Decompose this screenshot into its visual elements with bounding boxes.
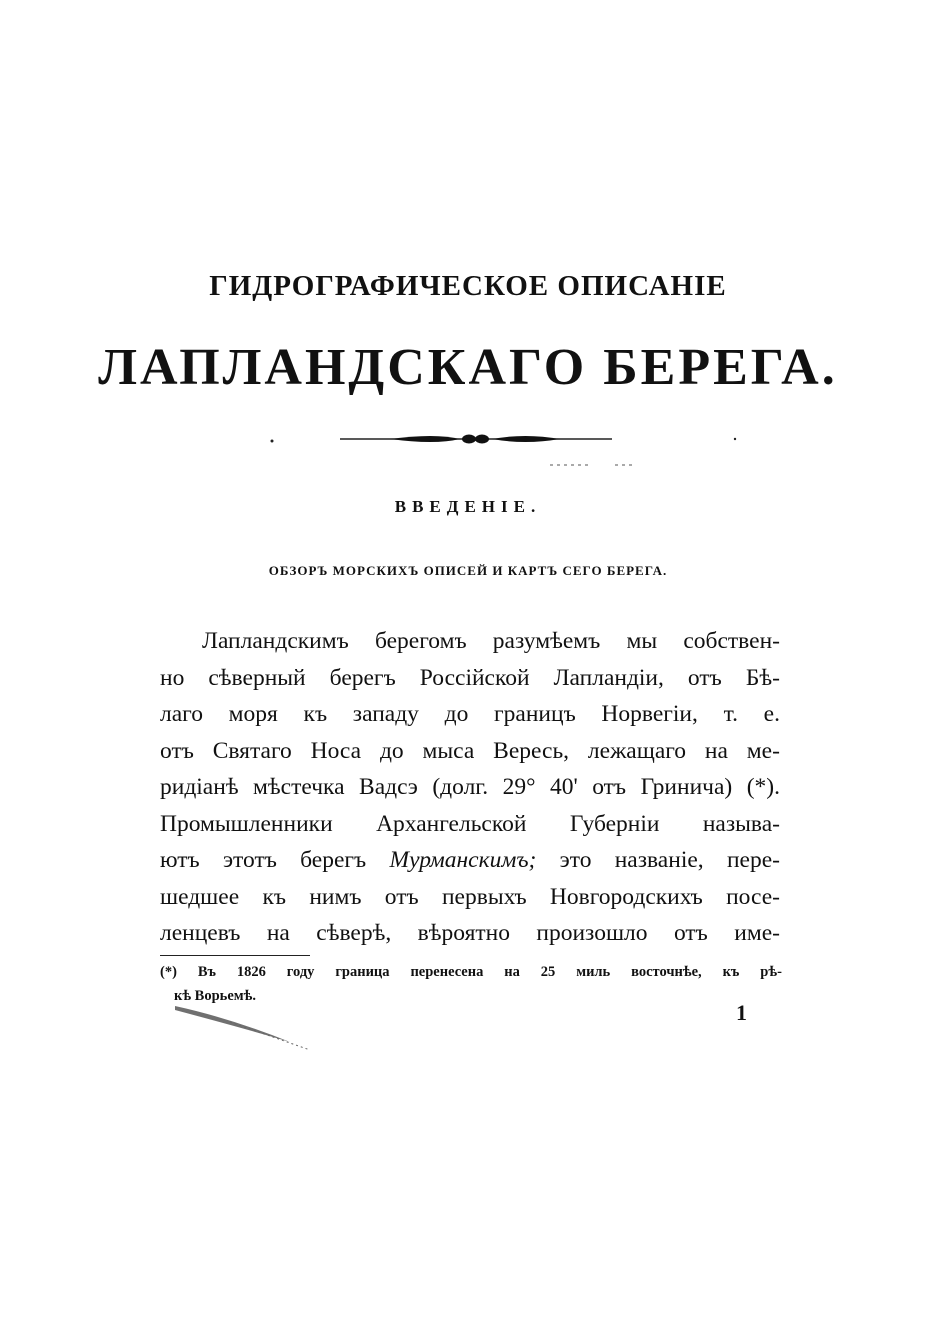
word: къ (262, 883, 287, 910)
word: границъ (494, 701, 576, 727)
word: берегъ (300, 847, 367, 873)
word: отъ (592, 774, 627, 800)
text-line (160, 769, 780, 806)
word: лаго (160, 701, 203, 727)
word: Бѣ- (745, 664, 780, 691)
word: на (704, 737, 728, 764)
word: отъ (160, 737, 194, 764)
word: названіе, (614, 847, 704, 873)
word: называ- (702, 810, 780, 837)
page-number: 1 (736, 1000, 747, 1025)
word: т. (723, 701, 738, 727)
word: берегомъ (374, 628, 467, 654)
word: вѣроятно (417, 920, 510, 946)
word: Вадсэ (359, 774, 418, 800)
footnote-line-2: кѣ Ворьемѣ. (174, 988, 256, 1004)
word: до (444, 701, 469, 727)
footnote-line (160, 960, 782, 984)
word: (долг. (432, 774, 489, 800)
title-line-2: ЛАПЛАНДСКАГО БЕРЕГА. (98, 339, 838, 396)
word: 40' (550, 774, 578, 800)
footnote-word: рѣ- (760, 964, 782, 980)
footnote-marker[interactable]: (*). (746, 774, 780, 800)
text-line (160, 623, 780, 660)
italic-word: Мурманскимъ; (389, 847, 537, 873)
word: Промышленники (160, 810, 333, 837)
word: отъ (687, 664, 722, 691)
word: моря (228, 701, 278, 727)
word: ютъ (160, 847, 200, 873)
word: до (379, 737, 404, 764)
word: Россійской (419, 664, 530, 691)
text-line (160, 879, 780, 916)
word: Лапландскимъ (202, 628, 349, 654)
word: Святаго (212, 737, 292, 764)
word: это (559, 847, 592, 873)
footnote-word: на (504, 964, 520, 980)
section-subheading: ОБЗОРЪ МОРСКИХЪ ОПИСЕЙ И КАРТЪ СЕГО БЕРЕГА. (268, 563, 668, 578)
word: первыхъ (441, 883, 527, 910)
word: отъ (673, 920, 708, 946)
footnote-word: 25 (540, 964, 556, 980)
word: ленцевъ (160, 920, 241, 946)
word: сѣверѣ, (316, 920, 392, 946)
word: шедшее (160, 883, 240, 910)
footnote-word: къ (722, 964, 740, 980)
word: пере- (726, 847, 780, 873)
footnote-word: 1826 (236, 964, 266, 980)
word: этотъ (222, 847, 277, 873)
footnote-word: миль (576, 964, 611, 980)
word: на (266, 920, 290, 946)
body-paragraph (160, 623, 780, 952)
footnote-word: перенесена (410, 964, 484, 980)
word: Вересь, (493, 737, 570, 764)
word: Лапландіи, (553, 664, 664, 691)
text-line (160, 660, 780, 697)
word: мыса (422, 737, 475, 764)
footnote-rule (160, 955, 310, 956)
ink-smudge-icon (170, 1000, 330, 1060)
word: е. (763, 701, 780, 727)
word: но (160, 664, 185, 691)
word: Новгородскихъ (549, 883, 703, 910)
word: Гринича) (640, 774, 733, 800)
word: ридіанѣ (160, 774, 239, 800)
word: ме- (746, 737, 780, 764)
word: нимъ (309, 883, 362, 910)
footnote-word: восточнѣе, (631, 964, 702, 980)
footnote-word: граница (335, 964, 390, 980)
text-line (160, 733, 780, 770)
word: разумѣемъ (492, 628, 601, 654)
word: Губерніи (569, 810, 660, 837)
word: къ (303, 701, 328, 727)
text-line (160, 915, 780, 952)
text-line (160, 696, 780, 733)
footnote-word: Въ (197, 964, 216, 980)
word: сѣверный (208, 664, 306, 691)
word: Норвегіи, (601, 701, 698, 727)
word: западу (352, 701, 419, 727)
word: произошло (536, 920, 648, 946)
title-line-1: ГИДРОГРАФИЧЕСКОЕ ОПИСАНІЕ (209, 270, 727, 302)
footnote-word: (*) (160, 964, 177, 980)
word: лежащаго (587, 737, 687, 764)
word: Носа (310, 737, 362, 764)
word: Архангельской (376, 810, 527, 837)
word: отъ (384, 883, 419, 910)
word: собствен- (683, 628, 780, 654)
word: 29° (502, 774, 536, 800)
word: посе- (726, 883, 780, 910)
text-line (160, 842, 780, 879)
word: име- (734, 920, 780, 946)
text-line (160, 806, 780, 843)
section-heading: ВВЕДЕНІЕ. (394, 497, 542, 516)
word: мѣстечка (253, 774, 345, 800)
ornament-divider-icon (240, 425, 760, 475)
word: берегъ (329, 664, 396, 691)
footnote-word: году (286, 964, 315, 980)
word: мы (626, 628, 658, 654)
